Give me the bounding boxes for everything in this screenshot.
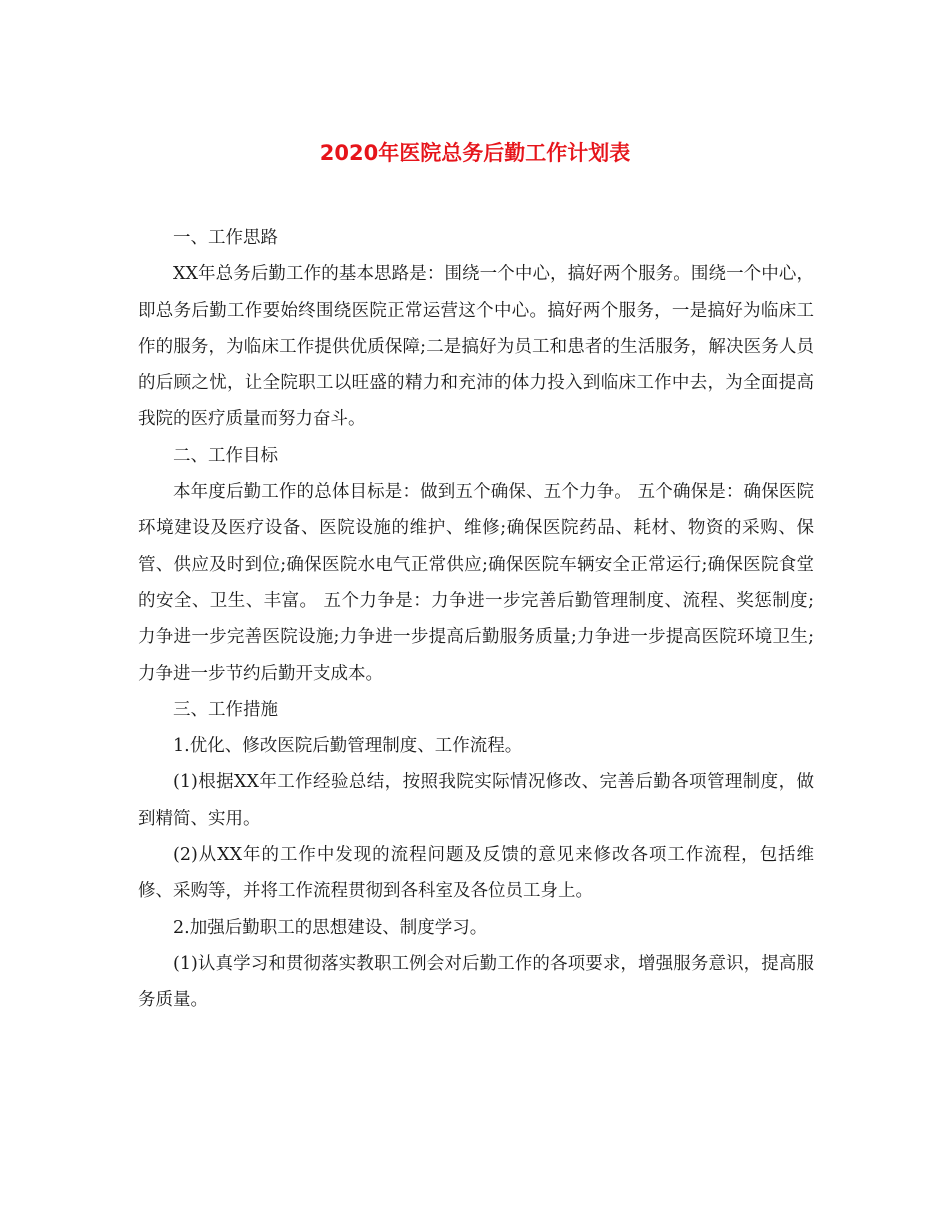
measure-item-1-sub-1: (1)根据XX年工作经验总结，按照我院实际情况修改、完善后勤各项管理制度，做到精简、实用。 [138, 772, 814, 829]
document-title: 2020年医院总务后勤工作计划表 [319, 141, 631, 165]
measure-item-1: 1.优化、修改医院后勤管理制度、工作流程。 [173, 736, 523, 757]
section-heading-work-ideas: 一、工作思路 [173, 228, 278, 248]
paragraph-work-ideas: XX年总务后勤工作的基本思路是：围绕一个中心，搞好两个服务。围绕一个中心，即总务后勤工作要始终围绕医院正常运营这个中心。搞好两个服务，一是搞好为临床工作的服务，为临床工作提供优质保障;二是搞好为员工和患者的生活服务，解决医务人员的后顾之忧，让全院职工以旺盛的精力和充沛的体力投入到临床工作中去，为全面提高我院的医疗质量而努力奋斗。 [138, 264, 814, 430]
measure-item-2-sub-1: (1)认真学习和贯彻落实教职工例会对后勤工作的各项要求，增强服务意识，提高服务质量。 [138, 953, 814, 1011]
measure-item-1-sub-2: (2)从XX年的工作中发现的流程问题及反馈的意见来修改各项工作流程，包括维修、采购等，并将工作流程贯彻到各科室及各位员工身上。 [138, 845, 814, 902]
document-body [138, 220, 814, 1019]
section-heading-work-goals: 二、工作目标 [173, 445, 278, 466]
section-heading-work-measures: 三、工作措施 [173, 699, 278, 720]
paragraph-work-goals: 本年度后勤工作的总体目标是：做到五个确保、五个力争。 五个确保是：确保医院环境建设及医疗设备、医院设施的维护、维修;确保医院药品、耗材、物资的采购、保管、供应及时到位;确保医院水电气正常供应;确保医院车辆安全正常运行;确保医院食堂的安全、卫生、丰富。 五个力争是：力争进一步完善后勤管理制度、流程、奖惩制度;力争进一步完善医院设施;力争进一步提高后勤服务质量;力争进一步提高医院环境卫生;力争进一步节约后勤开支成本。 [138, 482, 814, 684]
measure-item-2: 2.加强后勤职工的思想建设、制度学习。 [173, 917, 488, 938]
